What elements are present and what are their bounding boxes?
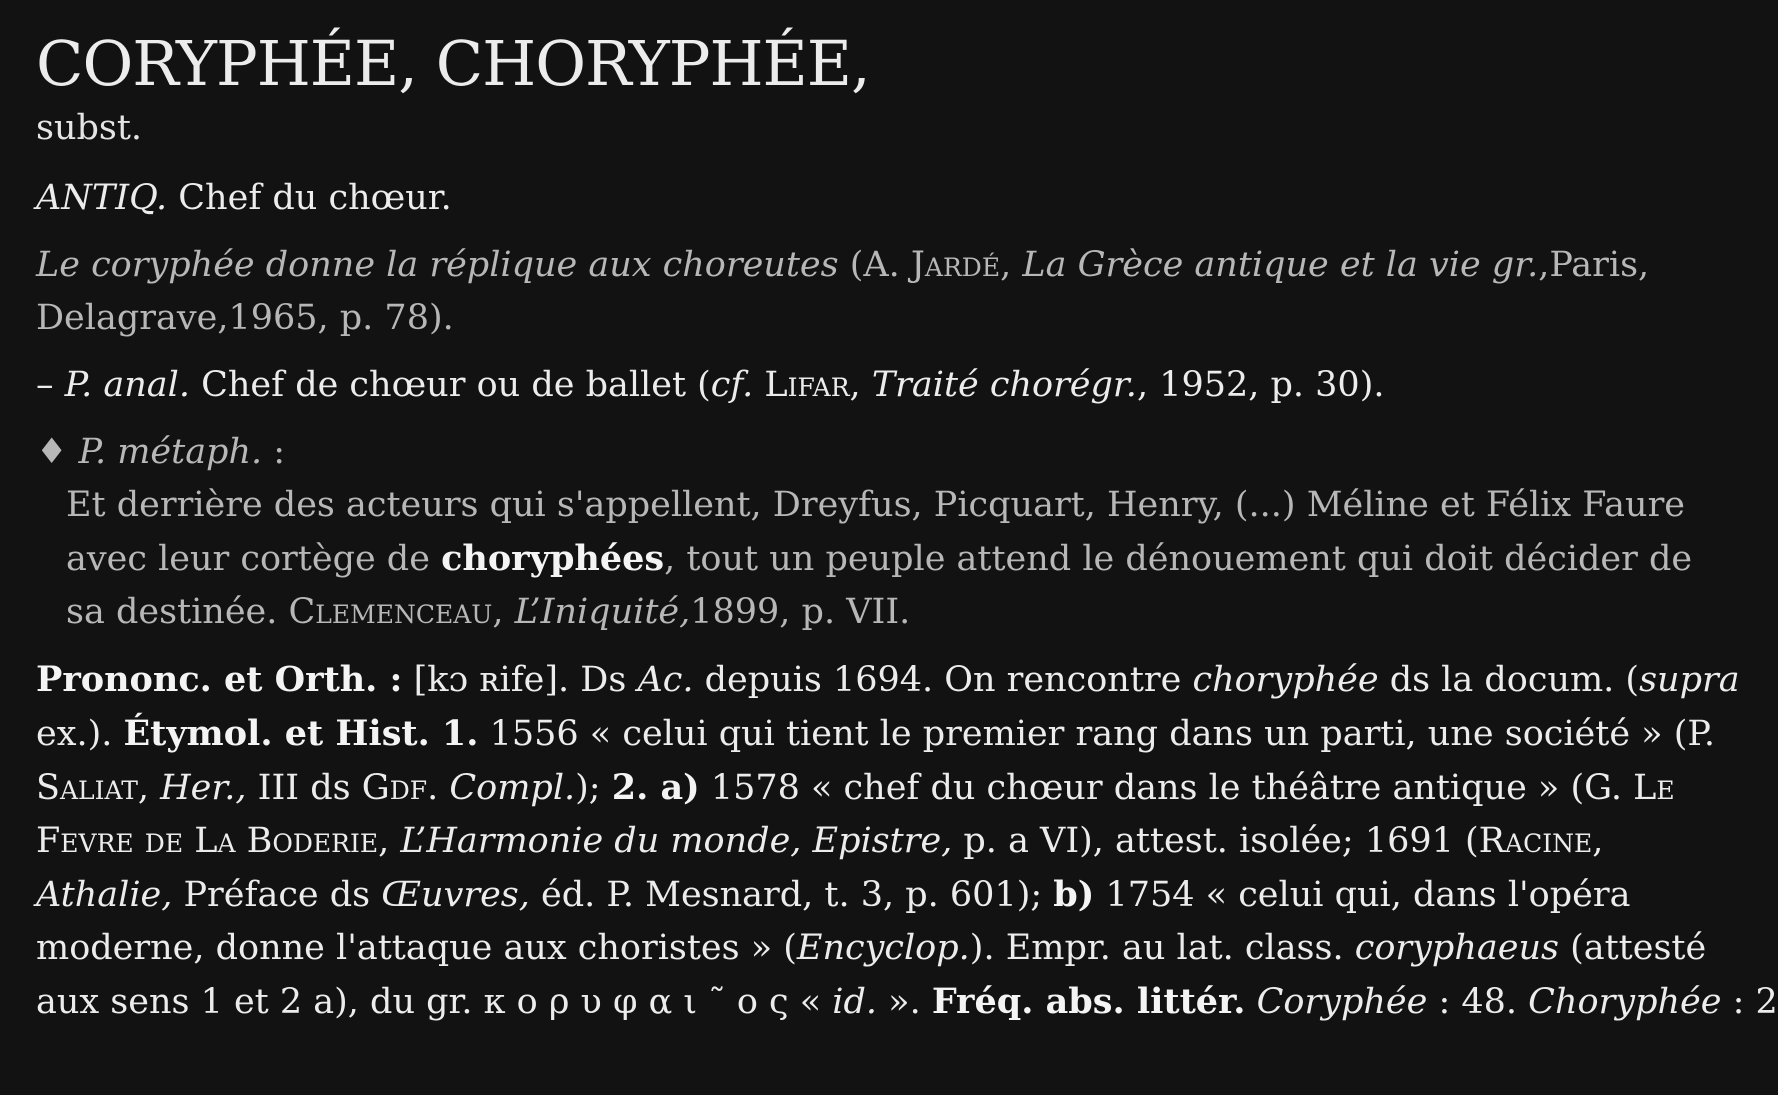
etymology-section — [36, 653, 1778, 1029]
example-author: Jardé — [910, 245, 1001, 285]
example-work: La Grèce antique et la vie gr. — [1022, 245, 1539, 285]
metaphor-author: Clemenceau — [288, 592, 493, 632]
etym-line-1: Prononc. et Orth. : [kɔ ʀife]. Ds Ac. depuis 1694. On rencontre choryphée ds la docum. (supra — [36, 659, 1740, 700]
metaphor-sense — [36, 426, 1693, 639]
metaphor-quote-line-2: avec leur cortège de choryphées, tout un peuple attend le dénouement qui doit décider de — [66, 538, 1693, 579]
etym-line-4: Fevre de La Boderie, L’Harmonie du monde, Epistre, p. a VI), attest. isolée; 1691 (Racine, — [36, 821, 1604, 861]
metaphor-label: P. métaph. — [78, 432, 263, 472]
domain-label: ANTIQ. — [36, 178, 168, 218]
analogy-work: Traité chorégr. — [871, 365, 1137, 405]
etym-line-3: Saliat, Her., III ds Gdf. Compl.); 2. a) 1578 « chef du chœur dans le théâtre antique » (G. Le — [36, 767, 1675, 808]
dictionary-entry — [36, 22, 1778, 1029]
etym-line-2: ex.). Étymol. et Hist. 1. 1556 « celui qui tient le premier rang dans un parti, une société » (P. — [36, 713, 1715, 754]
example-line-2: Delagrave,1965, p. 78). — [36, 298, 454, 338]
analogy-label: P. anal. — [64, 365, 190, 405]
metaphor-heading: ♦ P. métaph. : — [36, 432, 286, 472]
example-antiquity — [36, 239, 1676, 345]
definition — [36, 172, 1676, 225]
etym-line-7: aux sens 1 et 2 a), du gr. κ ο ρ υ φ α ι ˜ ο ς « id. ». Fréq. abs. littér. Coryphée : 48. Choryphée : 2 — [36, 981, 1778, 1022]
diamond-bullet-icon: ♦ — [36, 432, 79, 472]
analogy-author: Lifar — [764, 365, 850, 405]
example-quote: Le coryphée donne la réplique aux choreutes — [36, 245, 839, 285]
highlighted-word: choryphées — [441, 538, 665, 579]
metaphor-quote-line-1: Et derrière des acteurs qui s'appellent, Dreyfus, Picquart, Henry, (...) Méline et Félix Faure — [66, 485, 1686, 525]
headword: CORYPHÉE, CHORYPHÉE, — [36, 27, 870, 100]
etym-line-6: moderne, donne l'attaque aux choristes » (Encyclop.). Empr. au lat. class. coryphaeus (attesté — [36, 928, 1707, 968]
etym-line-5: Athalie, Préface ds Œuvres, éd. P. Mesnard, t. 3, p. 601); b) 1754 « celui qui, dans l'opéra — [36, 874, 1631, 915]
analogy-sense: – P. anal. Chef de chœur ou de ballet (cf. Lifar, Traité chorégr., 1952, p. 30). — [36, 365, 1385, 405]
definition-text: Chef du chœur. — [167, 178, 452, 218]
example-line-1: Le coryphée donne la réplique aux choreutes (A. Jardé, La Grèce antique et la vie gr.,Paris, — [36, 245, 1650, 285]
part-of-speech: subst. — [36, 108, 143, 148]
metaphor-work: L’Iniquité, — [514, 592, 691, 632]
metaphor-quote-line-3: sa destinée. Clemenceau, L’Iniquité,1899, p. VII. — [66, 592, 911, 632]
